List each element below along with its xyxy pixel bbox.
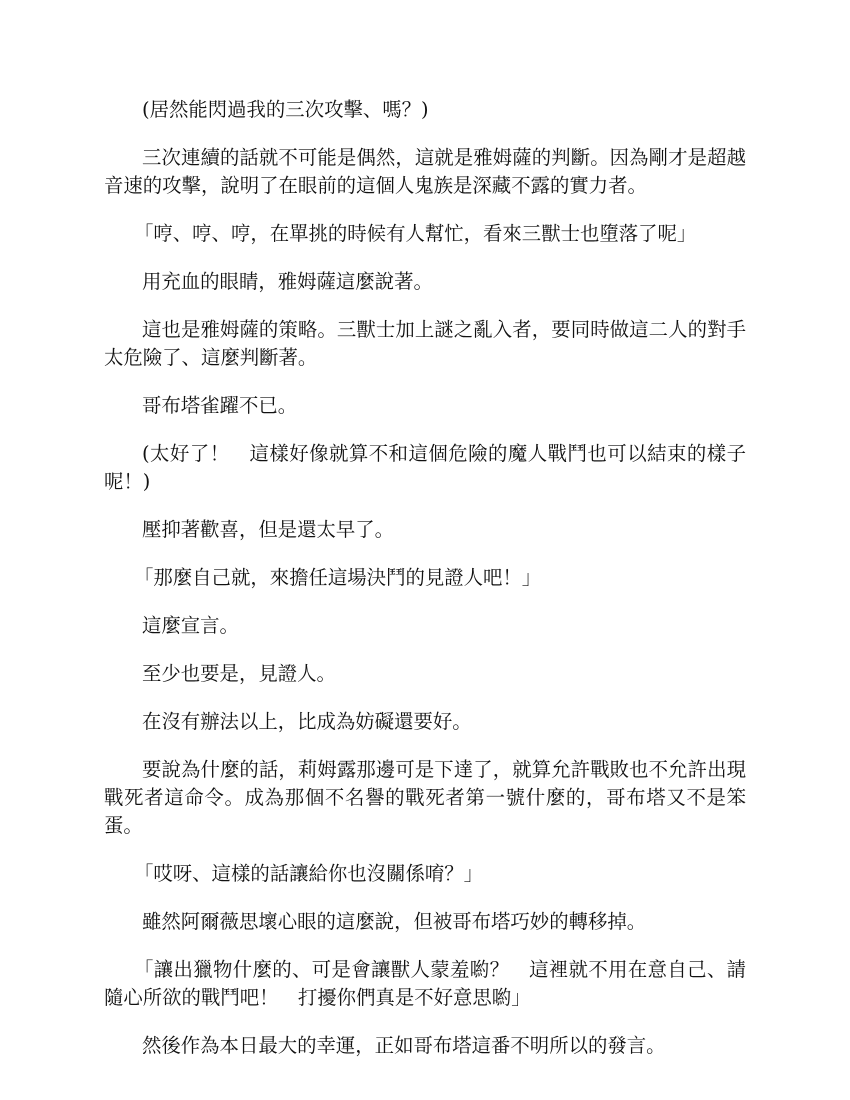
paragraph-16: 「讓出獵物什麼的、可是會讓獸人蒙羞喲？ 這裡就不用在意自己、請隨心所欲的戰鬥吧！ 打擾你們真是不好意思喲」 [104,958,746,1009]
paragraph-14: 「哎呀、這樣的話讓給你也沒關係唷？」 [134,862,484,885]
paragraph-8: 壓抑著歡喜，但是還太早了。 [142,518,395,541]
paragraph-9: 「那麼自己就，來擔任這場決鬥的見證人吧！」 [134,566,542,589]
paragraph-11: 至少也要是，見證人。 [142,662,336,685]
paragraph-1: (居然能閃過我的三次攻擊、嗎？) [142,98,429,121]
paragraph-5: 這也是雅姆薩的策略。三獸士加上謎之亂入者，要同時做這二人的對手太危險了、這麼判斷著。 [104,318,746,369]
paragraph-17: 然後作為本日最大的幸運，正如哥布塔這番不明所以的發言。 [142,1034,666,1057]
paragraph-10: 這麼宣言。 [142,614,239,637]
paragraph-3: 「哼、哼、哼，在單挑的時候有人幫忙，看來三獸士也墮落了呢」 [134,222,697,245]
paragraph-13: 要說為什麼的話，莉姆露那邊可是下達了，就算允許戰敗也不允許出現戰死者這命令。成為那個不名譽的戰死者第一號什麼的，哥布塔又不是笨蛋。 [104,758,746,837]
body-text [104,96,746,1080]
paragraph-4: 用充血的眼睛，雅姆薩這麼說著。 [142,270,433,293]
paragraph-12: 在沒有辦法以上，比成為妨礙還要好。 [142,710,472,733]
paragraph-15: 雖然阿爾薇思壞心眼的這麼說，但被哥布塔巧妙的轉移掉。 [142,910,647,933]
paragraph-2: 三次連續的話就不可能是偶然，這就是雅姆薩的判斷。因為剛才是超越音速的攻擊，說明了在眼前的這個人鬼族是深藏不露的實力者。 [104,146,746,197]
paragraph-7: (太好了！ 這樣好像就算不和這個危險的魔人戰鬥也可以結束的樣子呢！) [104,442,746,493]
paragraph-6: 哥布塔雀躍不已。 [142,394,298,417]
